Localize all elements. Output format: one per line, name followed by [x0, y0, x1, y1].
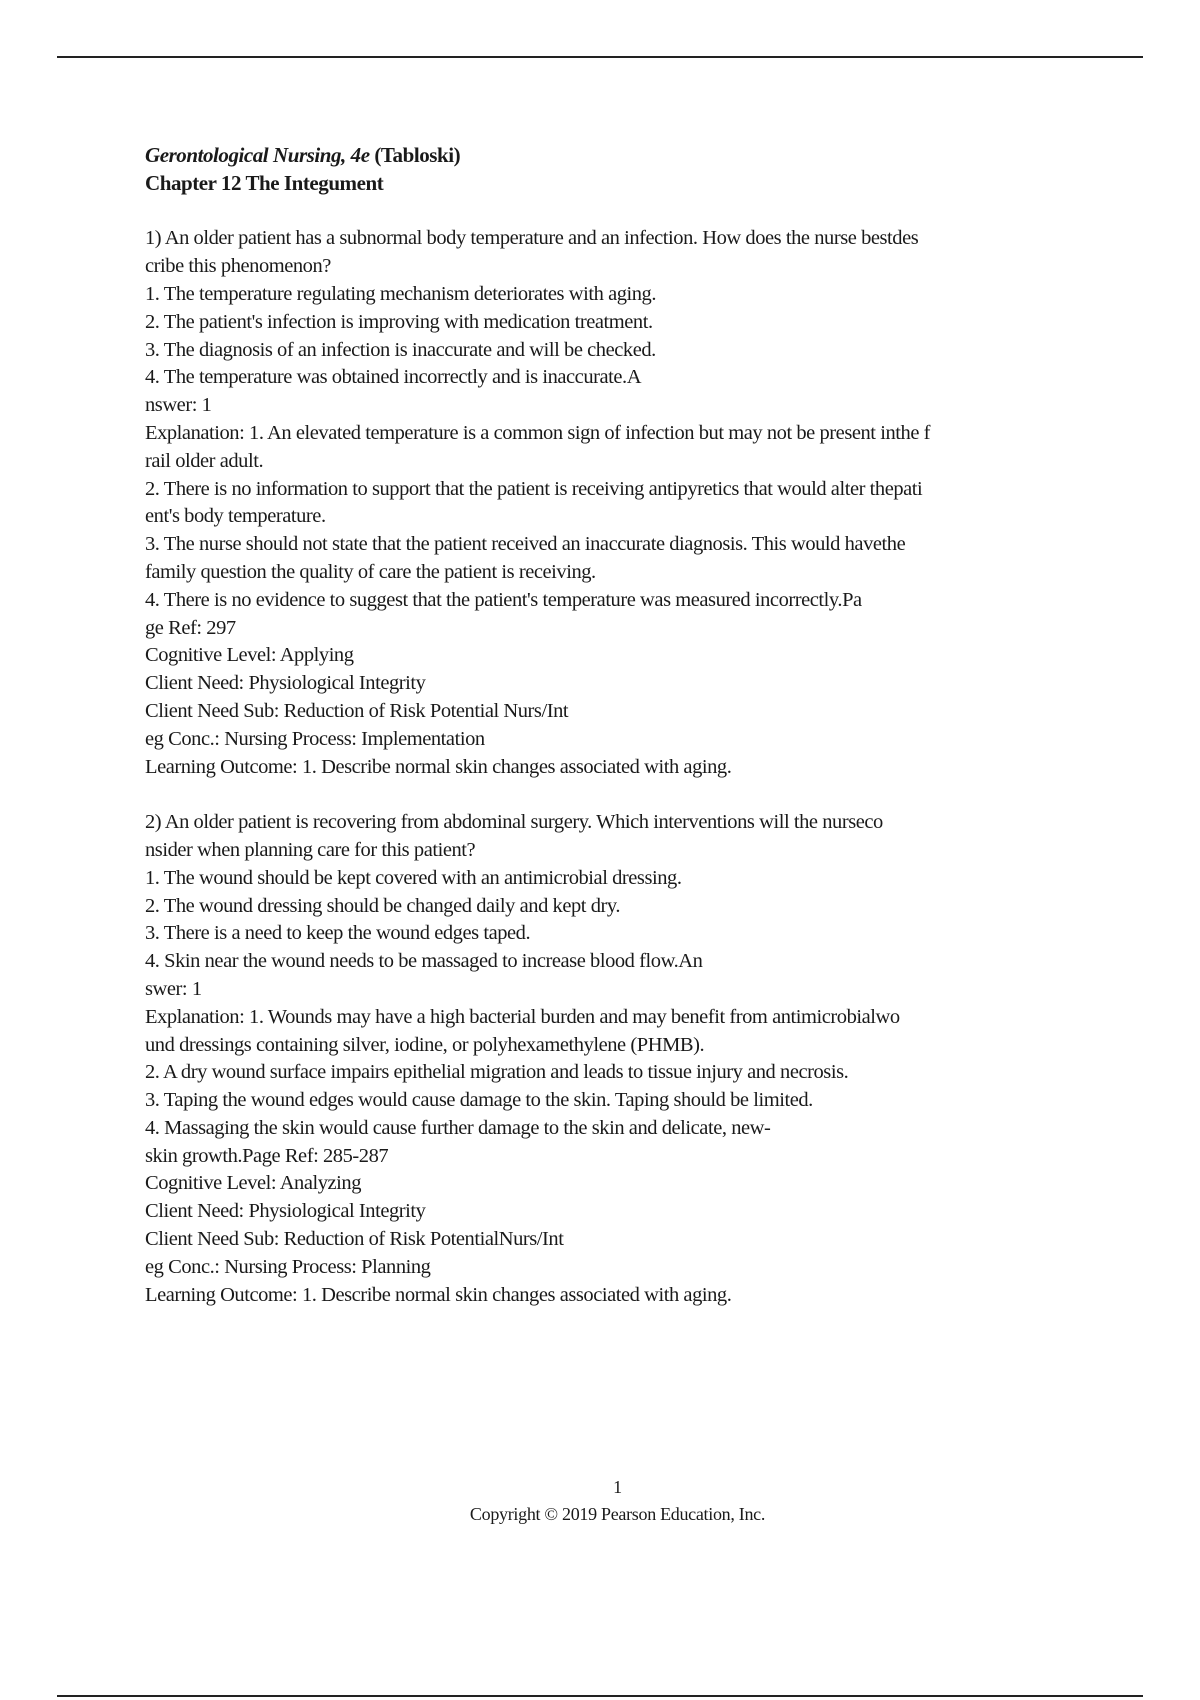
bottom-rule: [57, 1695, 1143, 1697]
question-1-explanation: family question the quality of care the patient is receiving.: [145, 560, 596, 583]
question-1-answer: nswer: 1: [145, 394, 212, 417]
question-1-explanation: 3. The nurse should not state that the patient received an inaccurate diagnosis. This would havethe: [145, 533, 906, 556]
question-1-explanation: ent's body temperature.: [145, 505, 326, 528]
question-2-explanation: 2. A dry wound surface impairs epithelial migration and leads to tissue injury and necrosis.: [145, 1061, 849, 1084]
question-2-explanation: und dressings containing silver, iodine, or polyhexamethylene (PHMB).: [145, 1033, 705, 1056]
question-1-explanation: 2. There is no information to support that the patient is receiving antipyretics that would alter thepati: [145, 477, 923, 500]
question-2-learning-outcome: Learning Outcome: 1. Describe normal skin changes associated with aging.: [145, 1283, 732, 1306]
question-2-option: 2. The wound dressing should be changed daily and kept dry.: [145, 894, 621, 917]
question-1-line: cribe this phenomenon?: [145, 255, 331, 278]
book-title: [145, 142, 1085, 170]
question-2-answer: swer: 1: [145, 977, 202, 1000]
question-1-explanation: Explanation: 1. An elevated temperature is a common sign of infection but may not be present inthe f: [145, 421, 931, 444]
question-1-option: 2. The patient's infection is improving with medication treatment.: [145, 310, 653, 333]
question-2-explanation: Explanation: 1. Wounds may have a high bacterial burden and may benefit from antimicrobialwo: [145, 1005, 900, 1028]
question-2-page-ref: skin growth.Page Ref: 285-287: [145, 1144, 389, 1167]
chapter-title: Chapter 12 The Integument: [145, 170, 384, 195]
question-1-explanation: 4. There is no evidence to suggest that the patient's temperature was measured incorrectly.Pa: [145, 588, 862, 611]
question-2-option: 4. Skin near the wound needs to be massaged to increase blood flow.An: [145, 950, 703, 973]
question-2: [145, 809, 1085, 1309]
question-2-option: 3. There is a need to keep the wound edges taped.: [145, 922, 531, 945]
question-2-line: 2) An older patient is recovering from abdominal surgery. Which interventions will the nurseco: [145, 811, 883, 834]
page-footer: [0, 1474, 1200, 1528]
question-2-line: nsider when planning care for this patient?: [145, 838, 476, 861]
question-1-integrated-concept: eg Conc.: Nursing Process: Implementation: [145, 727, 485, 750]
question-2-client-need-sub: Client Need Sub: Reduction of Risk PotentialNurs/Int: [145, 1228, 564, 1251]
question-2-integrated-concept: eg Conc.: Nursing Process: Planning: [145, 1255, 431, 1278]
question-2-explanation: 3. Taping the wound edges would cause damage to the skin. Taping should be limited.: [145, 1089, 813, 1112]
question-1-explanation: rail older adult.: [145, 449, 264, 472]
question-1-line: 1) An older patient has a subnormal body temperature and an infection. How does the nurse bestdes: [145, 227, 919, 250]
book-author: (Tabloski): [369, 143, 461, 167]
question-1-option: 3. The diagnosis of an infection is inaccurate and will be checked.: [145, 338, 656, 361]
question-1: [145, 225, 1085, 781]
question-1-cognitive-level: Cognitive Level: Applying: [145, 644, 354, 667]
copyright-notice: Copyright © 2019 Pearson Education, Inc.: [469, 1504, 766, 1524]
question-1-option: 1. The temperature regulating mechanism deteriorates with aging.: [145, 282, 657, 305]
spacer: [145, 198, 1085, 226]
spacer: [145, 781, 1085, 809]
top-rule: [57, 56, 1143, 58]
question-1-client-need-sub: Client Need Sub: Reduction of Risk Potential Nurs/Int: [145, 699, 569, 722]
question-1-client-need: Client Need: Physiological Integrity: [145, 672, 426, 695]
question-1-page-ref: ge Ref: 297: [145, 616, 236, 639]
question-2-cognitive-level: Cognitive Level: Analyzing: [145, 1172, 362, 1195]
question-2-client-need: Client Need: Physiological Integrity: [145, 1200, 426, 1223]
question-2-explanation: 4. Massaging the skin would cause further damage to the skin and delicate, new-: [145, 1116, 771, 1139]
question-2-option: 1. The wound should be kept covered with an antimicrobial dressing.: [145, 866, 682, 889]
page-number: 1: [613, 1477, 622, 1497]
question-1-option: 4. The temperature was obtained incorrectly and is inaccurate.A: [145, 366, 642, 389]
page-content: [145, 142, 1085, 1309]
book-title-italic: Gerontological Nursing, 4e: [145, 143, 370, 167]
question-1-learning-outcome: Learning Outcome: 1. Describe normal skin changes associated with aging.: [145, 755, 732, 778]
